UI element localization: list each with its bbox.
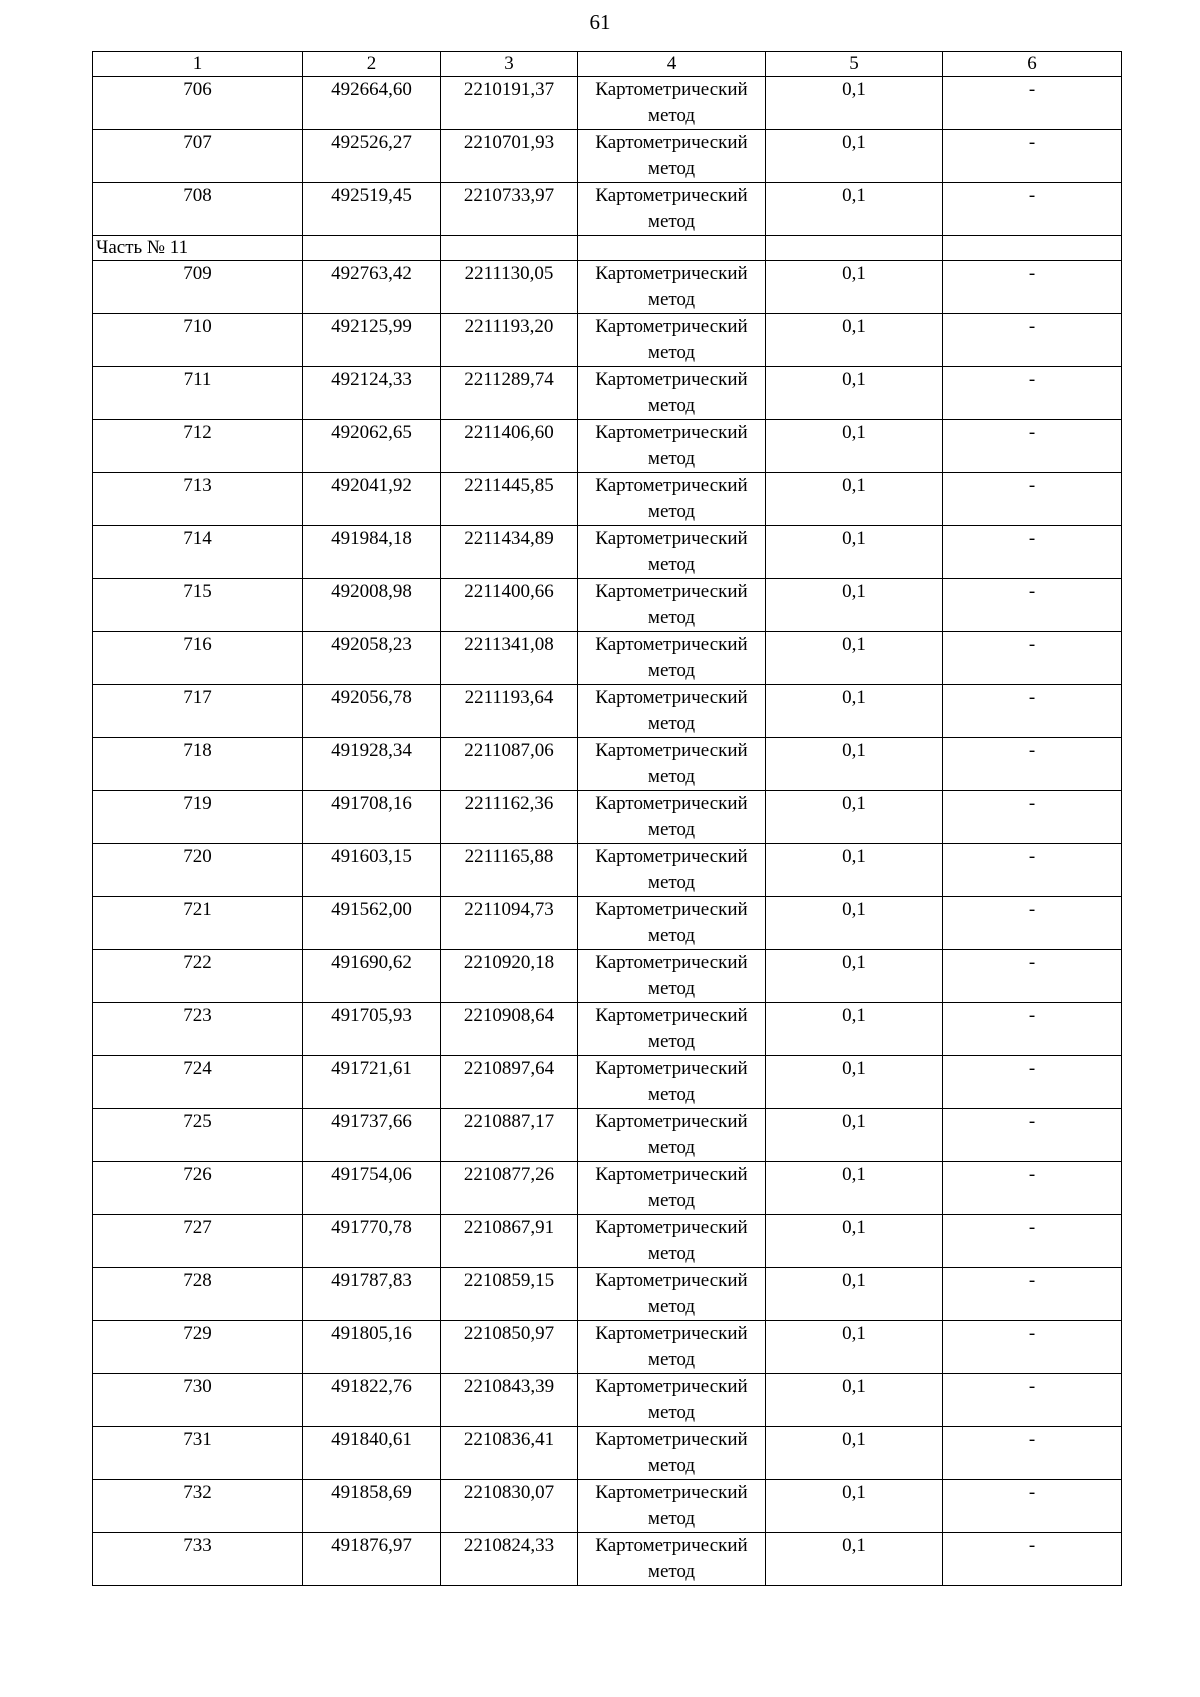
- method-line1: Картометрический: [595, 1164, 748, 1185]
- method-line1: Картометрический: [595, 899, 748, 920]
- method-line1: Картометрический: [595, 1429, 748, 1450]
- point-number: 714: [93, 526, 303, 579]
- method-line2: метод: [647, 1508, 696, 1529]
- table-body: [93, 52, 1122, 1586]
- method-cell: [578, 1109, 766, 1162]
- x-coordinate: 491690,62: [303, 950, 441, 1003]
- x-coordinate: 491876,97: [303, 1533, 441, 1586]
- method-cell: [578, 1056, 766, 1109]
- accuracy-value: 0,1: [766, 950, 943, 1003]
- accuracy-value: 0,1: [766, 1162, 943, 1215]
- point-number: 730: [93, 1374, 303, 1427]
- part-label: Часть № 11: [93, 236, 303, 261]
- method-line1: Картометрический: [595, 1323, 748, 1344]
- method-cell: [578, 632, 766, 685]
- y-coordinate: 2210877,26: [441, 1162, 578, 1215]
- y-coordinate: 2211445,85: [441, 473, 578, 526]
- x-coordinate: 491705,93: [303, 1003, 441, 1056]
- method-line2: метод: [647, 211, 696, 232]
- method-cell: [578, 579, 766, 632]
- method-cell: [578, 685, 766, 738]
- accuracy-value: 0,1: [766, 1056, 943, 1109]
- point-number: 712: [93, 420, 303, 473]
- accuracy-value: 0,1: [766, 526, 943, 579]
- method-line2: метод: [647, 1031, 696, 1052]
- accuracy-value: 0,1: [766, 420, 943, 473]
- method-line1: Картометрический: [595, 581, 748, 602]
- y-coordinate: 2210850,97: [441, 1321, 578, 1374]
- x-coordinate: 492008,98: [303, 579, 441, 632]
- table-row: [93, 1480, 1122, 1533]
- column-header: 2: [303, 52, 441, 77]
- y-coordinate: 2210701,93: [441, 130, 578, 183]
- description-value: -: [943, 1215, 1122, 1268]
- part-row: [93, 236, 1122, 261]
- x-coordinate: 491603,15: [303, 844, 441, 897]
- x-coordinate: 491562,00: [303, 897, 441, 950]
- x-coordinate: 491770,78: [303, 1215, 441, 1268]
- x-coordinate: 492526,27: [303, 130, 441, 183]
- method-line1: Картометрический: [595, 634, 748, 655]
- method-line2: метод: [647, 1243, 696, 1264]
- table-row: [93, 473, 1122, 526]
- accuracy-value: 0,1: [766, 632, 943, 685]
- method-line1: Картометрический: [595, 132, 748, 153]
- y-coordinate: 2210191,37: [441, 77, 578, 130]
- table-row: [93, 77, 1122, 130]
- description-value: -: [943, 1109, 1122, 1162]
- description-value: -: [943, 632, 1122, 685]
- method-cell: [578, 77, 766, 130]
- y-coordinate: 2210908,64: [441, 1003, 578, 1056]
- method-line1: Картометрический: [595, 1376, 748, 1397]
- table-row: [93, 1215, 1122, 1268]
- method-line1: Картометрический: [595, 793, 748, 814]
- accuracy-value: 0,1: [766, 473, 943, 526]
- y-coordinate: 2210836,41: [441, 1427, 578, 1480]
- method-cell: [578, 420, 766, 473]
- y-coordinate: 2210920,18: [441, 950, 578, 1003]
- table-row: [93, 1003, 1122, 1056]
- y-coordinate: 2211400,66: [441, 579, 578, 632]
- method-line2: метод: [647, 607, 696, 628]
- method-line2: метод: [647, 289, 696, 310]
- x-coordinate: 492062,65: [303, 420, 441, 473]
- point-number: 709: [93, 261, 303, 314]
- table-row: [93, 844, 1122, 897]
- point-number: 718: [93, 738, 303, 791]
- method-line1: Картометрический: [595, 528, 748, 549]
- description-value: -: [943, 1374, 1122, 1427]
- method-cell: [578, 1427, 766, 1480]
- y-coordinate: 2211341,08: [441, 632, 578, 685]
- description-value: -: [943, 897, 1122, 950]
- method-cell: [578, 1321, 766, 1374]
- method-line2: метод: [647, 342, 696, 363]
- y-coordinate: 2210824,33: [441, 1533, 578, 1586]
- method-cell: [578, 130, 766, 183]
- method-line2: метод: [647, 554, 696, 575]
- method-cell: [578, 738, 766, 791]
- method-cell: [578, 1215, 766, 1268]
- table-row: [93, 1427, 1122, 1480]
- accuracy-value: 0,1: [766, 1533, 943, 1586]
- description-value: -: [943, 261, 1122, 314]
- accuracy-value: 0,1: [766, 1480, 943, 1533]
- method-cell: [578, 314, 766, 367]
- method-line2: метод: [647, 660, 696, 681]
- table-row: [93, 183, 1122, 236]
- x-coordinate: 491708,16: [303, 791, 441, 844]
- description-value: -: [943, 473, 1122, 526]
- column-header: 6: [943, 52, 1122, 77]
- column-header: 1: [93, 52, 303, 77]
- table-row: [93, 1374, 1122, 1427]
- table-row: [93, 367, 1122, 420]
- description-value: -: [943, 1162, 1122, 1215]
- table-row: [93, 791, 1122, 844]
- x-coordinate: 492124,33: [303, 367, 441, 420]
- accuracy-value: 0,1: [766, 897, 943, 950]
- accuracy-value: 0,1: [766, 261, 943, 314]
- x-coordinate: 492763,42: [303, 261, 441, 314]
- method-cell: [578, 897, 766, 950]
- method-cell: [578, 1533, 766, 1586]
- y-coordinate: 2210733,97: [441, 183, 578, 236]
- table-row: [93, 261, 1122, 314]
- point-number: 715: [93, 579, 303, 632]
- table-row: [93, 130, 1122, 183]
- coordinates-table: [92, 51, 1122, 1586]
- description-value: -: [943, 1321, 1122, 1374]
- table-row: [93, 579, 1122, 632]
- accuracy-value: 0,1: [766, 314, 943, 367]
- y-coordinate: 2211193,64: [441, 685, 578, 738]
- header-row: [93, 52, 1122, 77]
- method-line1: Картометрический: [595, 952, 748, 973]
- x-coordinate: 491787,83: [303, 1268, 441, 1321]
- point-number: 726: [93, 1162, 303, 1215]
- description-value: -: [943, 1003, 1122, 1056]
- accuracy-value: 0,1: [766, 685, 943, 738]
- accuracy-value: 0,1: [766, 844, 943, 897]
- method-line1: Картометрический: [595, 1217, 748, 1238]
- table-row: [93, 314, 1122, 367]
- point-number: 733: [93, 1533, 303, 1586]
- point-number: 722: [93, 950, 303, 1003]
- description-value: -: [943, 367, 1122, 420]
- method-line2: метод: [647, 1084, 696, 1105]
- y-coordinate: 2211130,05: [441, 261, 578, 314]
- accuracy-value: 0,1: [766, 1268, 943, 1321]
- method-line2: метод: [647, 819, 696, 840]
- empty-cell: [578, 236, 766, 261]
- empty-cell: [441, 236, 578, 261]
- method-cell: [578, 844, 766, 897]
- y-coordinate: 2210867,91: [441, 1215, 578, 1268]
- method-line1: Картометрический: [595, 687, 748, 708]
- accuracy-value: 0,1: [766, 77, 943, 130]
- column-header: 5: [766, 52, 943, 77]
- y-coordinate: 2211162,36: [441, 791, 578, 844]
- point-number: 728: [93, 1268, 303, 1321]
- accuracy-value: 0,1: [766, 1427, 943, 1480]
- table-row: [93, 526, 1122, 579]
- method-cell: [578, 791, 766, 844]
- description-value: -: [943, 844, 1122, 897]
- point-number: 716: [93, 632, 303, 685]
- x-coordinate: 492056,78: [303, 685, 441, 738]
- x-coordinate: 491840,61: [303, 1427, 441, 1480]
- column-header: 4: [578, 52, 766, 77]
- y-coordinate: 2210843,39: [441, 1374, 578, 1427]
- accuracy-value: 0,1: [766, 1321, 943, 1374]
- point-number: 727: [93, 1215, 303, 1268]
- method-line1: Картометрический: [595, 1270, 748, 1291]
- accuracy-value: 0,1: [766, 1003, 943, 1056]
- y-coordinate: 2210887,17: [441, 1109, 578, 1162]
- accuracy-value: 0,1: [766, 183, 943, 236]
- x-coordinate: 492125,99: [303, 314, 441, 367]
- y-coordinate: 2211289,74: [441, 367, 578, 420]
- method-line1: Картометрический: [595, 846, 748, 867]
- y-coordinate: 2211193,20: [441, 314, 578, 367]
- point-number: 731: [93, 1427, 303, 1480]
- x-coordinate: 491822,76: [303, 1374, 441, 1427]
- method-line2: метод: [647, 978, 696, 999]
- description-value: -: [943, 420, 1122, 473]
- table-row: [93, 1268, 1122, 1321]
- method-cell: [578, 526, 766, 579]
- y-coordinate: 2211087,06: [441, 738, 578, 791]
- point-number: 719: [93, 791, 303, 844]
- method-line1: Картометрический: [595, 263, 748, 284]
- method-line1: Картометрический: [595, 185, 748, 206]
- method-cell: [578, 1374, 766, 1427]
- x-coordinate: 492058,23: [303, 632, 441, 685]
- point-number: 707: [93, 130, 303, 183]
- y-coordinate: 2210897,64: [441, 1056, 578, 1109]
- method-cell: [578, 1480, 766, 1533]
- method-line1: Картометрический: [595, 316, 748, 337]
- table-row: [93, 950, 1122, 1003]
- x-coordinate: 492041,92: [303, 473, 441, 526]
- description-value: -: [943, 738, 1122, 791]
- description-value: -: [943, 314, 1122, 367]
- table-row: [93, 1533, 1122, 1586]
- method-line2: метод: [647, 158, 696, 179]
- accuracy-value: 0,1: [766, 791, 943, 844]
- x-coordinate: 491805,16: [303, 1321, 441, 1374]
- description-value: -: [943, 77, 1122, 130]
- x-coordinate: 492664,60: [303, 77, 441, 130]
- method-line2: метод: [647, 766, 696, 787]
- description-value: -: [943, 1533, 1122, 1586]
- accuracy-value: 0,1: [766, 579, 943, 632]
- point-number: 710: [93, 314, 303, 367]
- table-row: [93, 1321, 1122, 1374]
- method-line2: метод: [647, 395, 696, 416]
- table-row: [93, 897, 1122, 950]
- y-coordinate: 2210859,15: [441, 1268, 578, 1321]
- point-number: 711: [93, 367, 303, 420]
- description-value: -: [943, 685, 1122, 738]
- method-cell: [578, 1162, 766, 1215]
- accuracy-value: 0,1: [766, 367, 943, 420]
- method-cell: [578, 367, 766, 420]
- method-line2: метод: [647, 1455, 696, 1476]
- description-value: -: [943, 1056, 1122, 1109]
- method-line2: метод: [647, 501, 696, 522]
- x-coordinate: 491928,34: [303, 738, 441, 791]
- y-coordinate: 2211434,89: [441, 526, 578, 579]
- method-line1: Картометрический: [595, 1058, 748, 1079]
- description-value: -: [943, 791, 1122, 844]
- method-line2: метод: [647, 1296, 696, 1317]
- method-line2: метод: [647, 105, 696, 126]
- accuracy-value: 0,1: [766, 130, 943, 183]
- method-line2: метод: [647, 1137, 696, 1158]
- method-line1: Картометрический: [595, 79, 748, 100]
- accuracy-value: 0,1: [766, 1215, 943, 1268]
- method-cell: [578, 950, 766, 1003]
- table-row: [93, 1109, 1122, 1162]
- method-cell: [578, 473, 766, 526]
- method-line2: метод: [647, 925, 696, 946]
- point-number: 724: [93, 1056, 303, 1109]
- description-value: -: [943, 1480, 1122, 1533]
- method-line2: метод: [647, 1402, 696, 1423]
- point-number: 717: [93, 685, 303, 738]
- table-row: [93, 1056, 1122, 1109]
- method-line2: метод: [647, 448, 696, 469]
- method-line2: метод: [647, 713, 696, 734]
- empty-cell: [943, 236, 1122, 261]
- point-number: 723: [93, 1003, 303, 1056]
- table-row: [93, 738, 1122, 791]
- method-cell: [578, 261, 766, 314]
- accuracy-value: 0,1: [766, 1109, 943, 1162]
- y-coordinate: 2211094,73: [441, 897, 578, 950]
- table-row: [93, 632, 1122, 685]
- page-number: 61: [589, 10, 611, 34]
- method-line2: метод: [647, 872, 696, 893]
- method-cell: [578, 183, 766, 236]
- x-coordinate: 491737,66: [303, 1109, 441, 1162]
- description-value: -: [943, 526, 1122, 579]
- point-number: 708: [93, 183, 303, 236]
- table-row: [93, 1162, 1122, 1215]
- method-line1: Картометрический: [595, 740, 748, 761]
- point-number: 720: [93, 844, 303, 897]
- method-line2: метод: [647, 1190, 696, 1211]
- table-row: [93, 420, 1122, 473]
- method-line2: метод: [647, 1349, 696, 1370]
- accuracy-value: 0,1: [766, 738, 943, 791]
- table-row: [93, 685, 1122, 738]
- method-cell: [578, 1268, 766, 1321]
- method-line1: Картометрический: [595, 1535, 748, 1556]
- x-coordinate: 491754,06: [303, 1162, 441, 1215]
- y-coordinate: 2210830,07: [441, 1480, 578, 1533]
- empty-cell: [766, 236, 943, 261]
- description-value: -: [943, 130, 1122, 183]
- point-number: 725: [93, 1109, 303, 1162]
- column-header: 3: [441, 52, 578, 77]
- method-line1: Картометрический: [595, 369, 748, 390]
- description-value: -: [943, 579, 1122, 632]
- y-coordinate: 2211165,88: [441, 844, 578, 897]
- point-number: 732: [93, 1480, 303, 1533]
- point-number: 706: [93, 77, 303, 130]
- point-number: 721: [93, 897, 303, 950]
- method-cell: [578, 1003, 766, 1056]
- description-value: -: [943, 183, 1122, 236]
- point-number: 729: [93, 1321, 303, 1374]
- x-coordinate: 491984,18: [303, 526, 441, 579]
- description-value: -: [943, 950, 1122, 1003]
- empty-cell: [303, 236, 441, 261]
- method-line1: Картометрический: [595, 475, 748, 496]
- method-line1: Картометрический: [595, 1482, 748, 1503]
- x-coordinate: 491721,61: [303, 1056, 441, 1109]
- description-value: -: [943, 1427, 1122, 1480]
- method-line2: метод: [647, 1561, 696, 1582]
- point-number: 713: [93, 473, 303, 526]
- description-value: -: [943, 1268, 1122, 1321]
- x-coordinate: 491858,69: [303, 1480, 441, 1533]
- y-coordinate: 2211406,60: [441, 420, 578, 473]
- method-line1: Картометрический: [595, 1005, 748, 1026]
- accuracy-value: 0,1: [766, 1374, 943, 1427]
- method-line1: Картометрический: [595, 422, 748, 443]
- x-coordinate: 492519,45: [303, 183, 441, 236]
- method-line1: Картометрический: [595, 1111, 748, 1132]
